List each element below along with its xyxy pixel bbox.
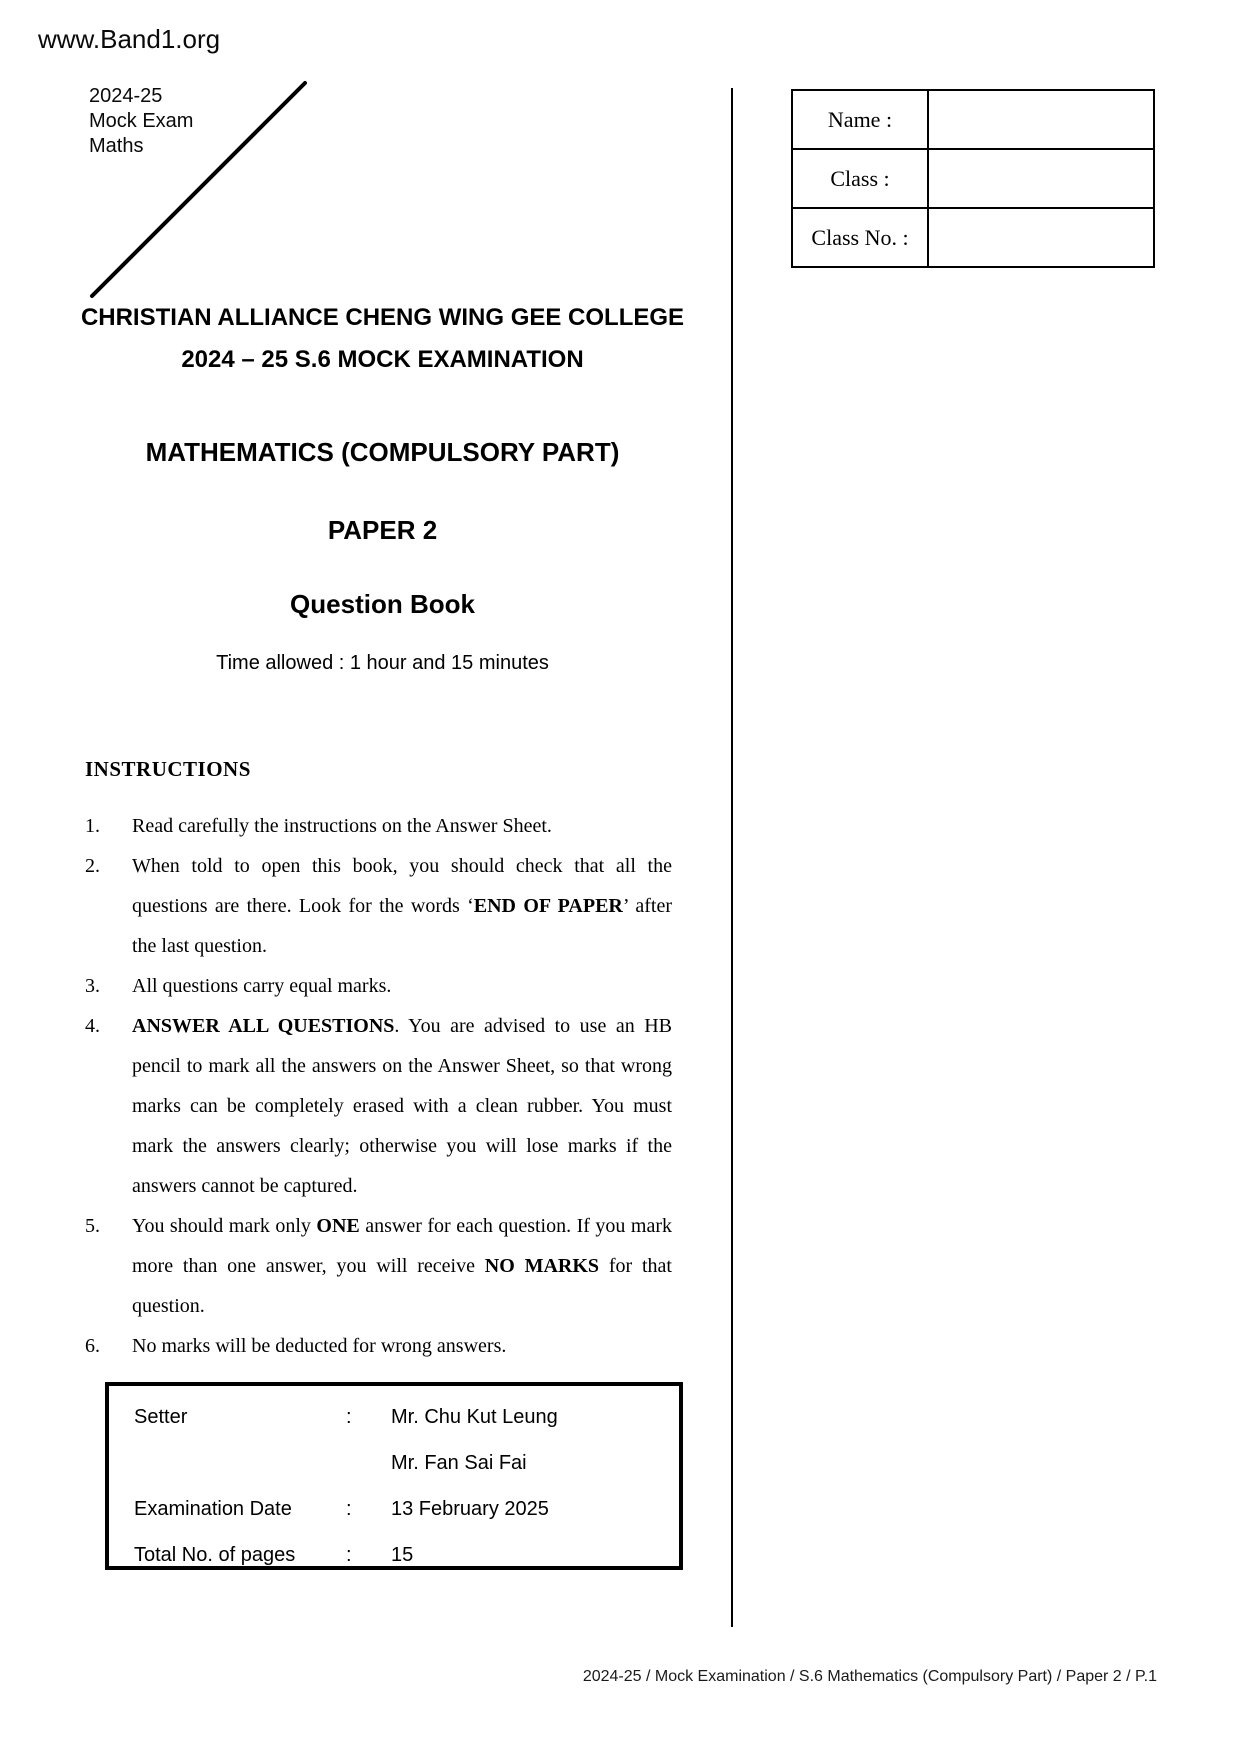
table-row-name — [792, 90, 1154, 149]
info-row-exam-date — [134, 1486, 679, 1532]
session-type: Mock Exam — [89, 110, 194, 132]
colon: : — [346, 1406, 352, 1428]
session-subject: Maths — [89, 135, 144, 157]
item-number: 4. — [85, 1015, 100, 1037]
item-text: When told to open this book, you should check that all the questions are there. Look for the words ‘END OF PAPER’ after the last question. — [132, 855, 672, 957]
instructions-list — [85, 806, 685, 1366]
student-info-table — [791, 89, 1155, 268]
school-header — [55, 297, 710, 381]
name-field — [928, 90, 1154, 149]
setter-label: Setter — [134, 1406, 188, 1428]
item-number: 2. — [85, 855, 100, 877]
paper-title: PAPER 2 — [327, 515, 438, 545]
class-label: Class : — [792, 149, 928, 208]
instruction-item-3 — [85, 966, 685, 1006]
time-allowed-text: Time allowed : 1 hour and 15 minutes — [216, 652, 549, 674]
table-row-class — [792, 149, 1154, 208]
colon: : — [346, 1498, 352, 1520]
exam-date-value: 13 February 2025 — [391, 1498, 549, 1520]
vertical-divider — [731, 88, 733, 1627]
setter-value-2: Mr. Fan Sai Fai — [391, 1452, 527, 1474]
item-text: You should mark only ONE answer for each question. If you mark more than one answer, you will receive NO MARKS for that question. — [132, 1215, 673, 1317]
footer-text: 2024-25 / Mock Examination / S.6 Mathematics (Compulsory Part) / Paper 2 / P.1 — [582, 1668, 1157, 1685]
item-text: All questions carry equal marks. — [132, 975, 392, 997]
item-number: 3. — [85, 975, 100, 997]
class-no-field — [928, 208, 1154, 267]
item-number: 5. — [85, 1215, 100, 1237]
class-field — [928, 149, 1154, 208]
subject-title: MATHEMATICS (COMPULSORY PART) — [145, 437, 620, 467]
item-text: Read carefully the instructions on the Answer Sheet. — [132, 815, 552, 837]
exam-date-label: Examination Date — [134, 1498, 292, 1520]
total-pages-value: 15 — [391, 1544, 414, 1566]
instruction-item-5 — [85, 1206, 685, 1326]
item-number: 6. — [85, 1335, 100, 1357]
instructions-heading: INSTRUCTIONS — [85, 757, 251, 781]
exam-info-box — [105, 1382, 683, 1570]
item-text: No marks will be deducted for wrong answers. — [132, 1335, 507, 1357]
instruction-item-6 — [85, 1326, 685, 1366]
name-label: Name : — [792, 90, 928, 149]
diagonal-line — [83, 74, 311, 302]
setter-value-1: Mr. Chu Kut Leung — [391, 1406, 558, 1428]
instruction-item-2 — [85, 846, 685, 966]
exam-title: 2024 – 25 S.6 MOCK EXAMINATION — [181, 346, 584, 373]
item-text: ANSWER ALL QUESTIONS. You are advised to use an HB pencil to mark all the answers on the Answer Sheet, so that wrong marks can be completely erased with a clean rubber. You must mark the answers clearly; otherwise you will lose marks if the answers cannot be captured. — [132, 1015, 672, 1197]
colon: : — [346, 1544, 352, 1566]
table-row-class-no — [792, 208, 1154, 267]
info-row-total-pages — [134, 1532, 679, 1578]
total-pages-label: Total No. of pages — [134, 1544, 296, 1566]
item-number: 1. — [85, 815, 100, 837]
info-row-setter — [134, 1394, 679, 1440]
school-name: CHRISTIAN ALLIANCE CHENG WING GEE COLLEGE — [80, 304, 685, 331]
info-row-setter-2 — [134, 1440, 679, 1486]
watermark-text: www.Band1.org — [38, 24, 221, 54]
book-title: Question Book — [290, 589, 475, 619]
instruction-item-4 — [85, 1006, 685, 1206]
session-year: 2024-25 — [89, 85, 163, 107]
class-no-label: Class No. : — [792, 208, 928, 267]
instructions-section — [85, 757, 685, 1366]
instruction-item-1 — [85, 806, 685, 846]
